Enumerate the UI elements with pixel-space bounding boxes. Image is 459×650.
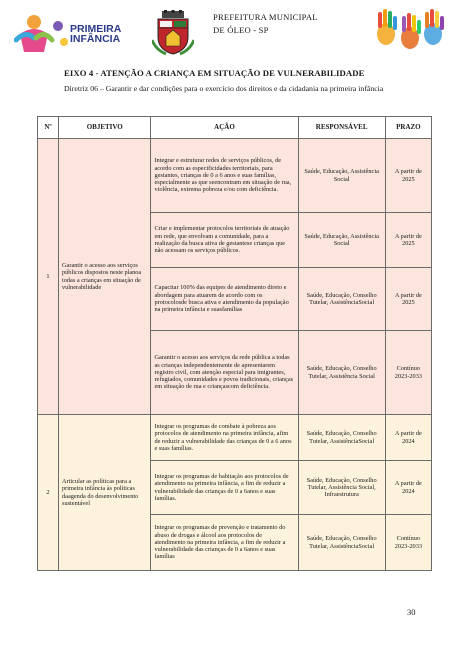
- municipality-header: [213, 11, 318, 36]
- page-number: 30: [407, 607, 416, 617]
- header-num: Nº: [38, 117, 59, 139]
- responsible-cell: Saúde, Educação, Conselho Tutelar, AssistênciaSocial: [298, 415, 385, 461]
- action-cell: Integrar e estruturar redes de serviços públicos, de acordo com as especificidades territoriais, para gestantes, crianças de 0 a 6 anos e suas famílias, especialmente as que seencontram em situação de rua, violência, extrema pobreza e/ou com deficiência.: [151, 139, 298, 213]
- responsible-cell: Saúde, Educação, Conselho Tutelar, AssistênciaSocial: [298, 515, 385, 571]
- deadline-cell: A partir de 2025: [385, 268, 431, 331]
- header-acao: AÇÃO: [151, 117, 298, 139]
- deadline-cell: A partir de 2025: [385, 139, 431, 213]
- action-cell: Integrar os programas de combate à pobreza aos protocolos de atendimento na primeira infância, afim de reduzir a vulnerabilidade das crianças de 0 a 6 anos e suas famílias.: [151, 415, 298, 461]
- deadline-cell: A partir de 2025: [385, 213, 431, 268]
- org-line1: PREFEITURA MUNICIPAL: [213, 12, 318, 22]
- group-objective: Articular as políticas para a primeira infância às políticas daagenda do desenvolvimento sustentável: [59, 415, 151, 571]
- municipal-crest-icon: [152, 10, 194, 56]
- table-row: [38, 139, 432, 213]
- header-objetivo: OBJETIVO: [59, 117, 151, 139]
- logo-line1: PRIMEIRA: [70, 23, 122, 35]
- group-number: 1: [38, 139, 59, 415]
- action-cell: Integrar os programas de prevenção e tratamento do abuso de drogas e álcool aos protocolos de atendimento na primeira infância, a fim de reduzir a vulnerabilidade das crianças de 0 a 6anos e suas famílias: [151, 515, 298, 571]
- child-figure-icon: [14, 12, 70, 56]
- table-row: [38, 415, 432, 461]
- section-title: EIXO 4 - ATENÇÃO A CRIANÇA EM SITUAÇÃO DE VULNERABILIDADE: [64, 68, 365, 78]
- responsible-cell: Saúde, Educação, Assistência Social: [298, 213, 385, 268]
- action-cell: Integrar os programas de habitação aos protocolos de atendimento na primeira infância, a fim de reduzir a vulnerabilidade das crianças de 0 a 6anos e suas famílias.: [151, 461, 298, 515]
- responsible-cell: Saúde, Educação, Conselho Tutelar, AssistênciaSocial: [298, 268, 385, 331]
- deadline-cell: Contínuo 2023-2033: [385, 331, 431, 415]
- deadline-cell: Contínuo 2023-2033: [385, 515, 431, 571]
- action-cell: Criar e implementar protocolos territoriais de atuação em rede, que envolvam a comunidade, para a realização da busca ativa de gestantese crianças que não acessam os serviços públicos.: [151, 213, 298, 268]
- deadline-cell: A partir de 2024: [385, 461, 431, 515]
- action-cell: Garantir o acesso aos serviços da rede pública a todas as crianças independentemente de apresentarem registro civil, com atenção especial para imigrantes, refugiados, comunidades e povos tradicionais, crianças em situação de rua e criançascom deficiência.: [151, 331, 298, 415]
- org-line2: DE ÓLEO - SP: [213, 24, 269, 35]
- action-plan-table: [37, 116, 432, 571]
- logo-line2: INFÂNCIA: [70, 33, 121, 45]
- group-number: 2: [38, 415, 59, 571]
- primeira-infancia-logo: [14, 12, 130, 56]
- header-responsavel: RESPONSÁVEL: [298, 117, 385, 139]
- action-cell: Capacitar 100% das equipes de atendimento direto e abordagem para atuarem de acordo com os protocolosde busca ativa e atendimento da população na primeira infância e suasfamílias: [151, 268, 298, 331]
- responsible-cell: Saúde, Educação, Conselho Tutelar, Assistência Social: [298, 331, 385, 415]
- deadline-cell: A partir de 2024: [385, 415, 431, 461]
- table-header-row: [38, 117, 432, 139]
- responsible-cell: Saúde, Educação, Assistência Social: [298, 139, 385, 213]
- guideline-text: Diretriz 06 – Garantir e dar condições para o exercício dos direitos e da cidadania na primeira infância: [64, 84, 384, 93]
- group-objective: Garantir o acesso aos serviços públicos dispostos neste planoa todas a crianças em situação de vulnerabilidade: [59, 139, 151, 415]
- painted-hands-icon: [370, 8, 448, 54]
- header-prazo: PRAZO: [385, 117, 431, 139]
- responsible-cell: Saúde, Educação, Conselho Tutelar, Assistência Social, Infraestrutura: [298, 461, 385, 515]
